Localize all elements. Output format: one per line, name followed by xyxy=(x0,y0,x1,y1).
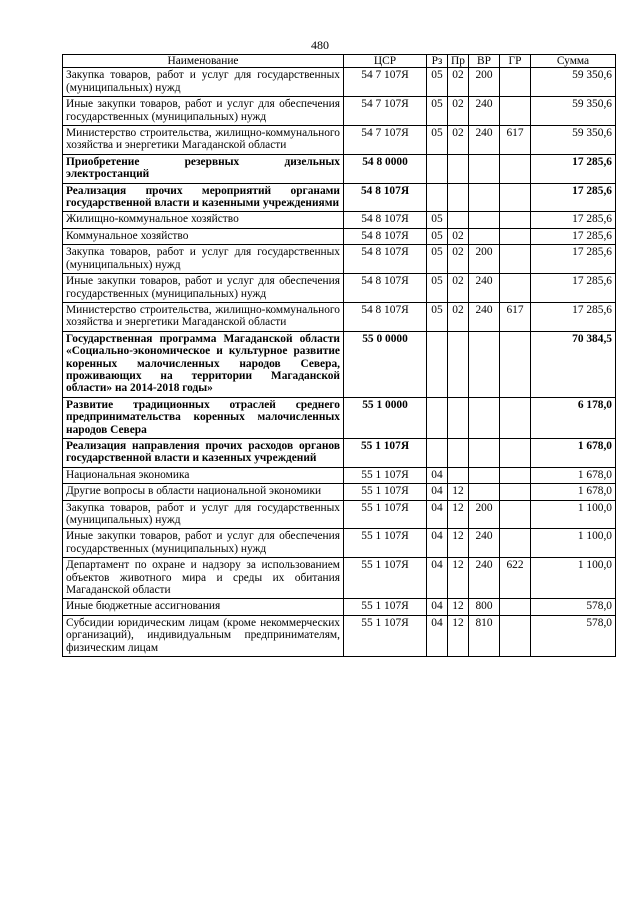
row-name: Иные закупки товаров, работ и услуг для обеспечения государственных (муниципальных) нужд xyxy=(63,274,344,303)
row-csr: 55 1 107Я xyxy=(344,484,427,500)
row-rz: 05 xyxy=(427,68,448,97)
row-vr xyxy=(469,228,500,244)
header-gr: ГР xyxy=(500,55,531,68)
row-csr: 55 1 107Я xyxy=(344,467,427,483)
table-row xyxy=(63,228,616,244)
row-sum: 1 100,0 xyxy=(531,558,616,599)
table-row xyxy=(63,599,616,615)
row-rz: 05 xyxy=(427,97,448,126)
table-row xyxy=(63,615,616,656)
header-csr: ЦСР xyxy=(344,55,427,68)
row-vr: 240 xyxy=(469,97,500,126)
row-csr: 54 8 107Я xyxy=(344,228,427,244)
row-gr xyxy=(500,467,531,483)
row-sum: 6 178,0 xyxy=(531,397,616,438)
row-gr: 617 xyxy=(500,126,531,155)
row-csr: 54 8 107Я xyxy=(344,274,427,303)
row-name: Жилищно-коммунальное хозяйство xyxy=(63,212,344,228)
row-vr: 240 xyxy=(469,302,500,331)
row-gr xyxy=(500,438,531,467)
row-vr: 200 xyxy=(469,68,500,97)
row-vr: 240 xyxy=(469,274,500,303)
row-gr: 617 xyxy=(500,302,531,331)
row-gr xyxy=(500,212,531,228)
row-pr: 02 xyxy=(448,68,469,97)
table-row xyxy=(63,558,616,599)
header-pr: Пр xyxy=(448,55,469,68)
row-vr xyxy=(469,212,500,228)
row-pr xyxy=(448,397,469,438)
row-rz: 04 xyxy=(427,558,448,599)
row-vr xyxy=(469,438,500,467)
row-name: Министерство строительства, жилищно-коммунального хозяйства и энергетики Магаданской области xyxy=(63,302,344,331)
row-sum: 17 285,6 xyxy=(531,302,616,331)
row-gr xyxy=(500,183,531,212)
table-row xyxy=(63,438,616,467)
row-name: Иные закупки товаров, работ и услуг для обеспечения государственных (муниципальных) нужд xyxy=(63,97,344,126)
row-rz xyxy=(427,397,448,438)
table-row xyxy=(63,467,616,483)
row-vr xyxy=(469,467,500,483)
row-gr xyxy=(500,500,531,529)
row-sum: 17 285,6 xyxy=(531,228,616,244)
header-vr: ВР xyxy=(469,55,500,68)
row-rz xyxy=(427,183,448,212)
row-sum: 1 678,0 xyxy=(531,438,616,467)
row-csr: 55 1 107Я xyxy=(344,599,427,615)
row-vr: 200 xyxy=(469,500,500,529)
row-csr: 54 7 107Я xyxy=(344,97,427,126)
row-rz: 05 xyxy=(427,302,448,331)
page-number: 480 xyxy=(311,38,329,52)
header-name: Наименование xyxy=(63,55,344,68)
row-name: Реализация прочих мероприятий органами государственной власти и казенными учреждениями xyxy=(63,183,344,212)
row-rz: 05 xyxy=(427,126,448,155)
row-gr: 622 xyxy=(500,558,531,599)
row-csr: 54 8 0000 xyxy=(344,154,427,183)
row-csr: 54 7 107Я xyxy=(344,126,427,155)
row-vr xyxy=(469,397,500,438)
table-row xyxy=(63,500,616,529)
row-name: Национальная экономика xyxy=(63,467,344,483)
row-csr: 54 8 107Я xyxy=(344,302,427,331)
row-vr: 240 xyxy=(469,126,500,155)
row-name: Другие вопросы в области национальной экономики xyxy=(63,484,344,500)
row-rz xyxy=(427,154,448,183)
row-sum: 1 678,0 xyxy=(531,467,616,483)
row-rz: 05 xyxy=(427,245,448,274)
row-rz: 04 xyxy=(427,500,448,529)
row-gr xyxy=(500,228,531,244)
row-csr: 55 1 107Я xyxy=(344,500,427,529)
row-csr: 55 1 107Я xyxy=(344,529,427,558)
row-csr: 55 1 0000 xyxy=(344,397,427,438)
row-rz xyxy=(427,438,448,467)
row-pr xyxy=(448,438,469,467)
row-csr: 55 0 0000 xyxy=(344,331,427,397)
row-rz: 04 xyxy=(427,599,448,615)
row-sum: 59 350,6 xyxy=(531,97,616,126)
row-pr: 02 xyxy=(448,126,469,155)
row-rz xyxy=(427,331,448,397)
table-row xyxy=(63,484,616,500)
row-pr: 02 xyxy=(448,274,469,303)
row-name: Департамент по охране и надзору за использованием объектов животного мира и среды их обитания Магаданской области xyxy=(63,558,344,599)
row-sum: 1 100,0 xyxy=(531,529,616,558)
row-csr: 55 1 107Я xyxy=(344,438,427,467)
budget-table xyxy=(62,54,616,657)
row-gr xyxy=(500,274,531,303)
row-name: Коммунальное хозяйство xyxy=(63,228,344,244)
row-csr: 54 7 107Я xyxy=(344,68,427,97)
row-csr: 54 8 107Я xyxy=(344,183,427,212)
row-pr xyxy=(448,467,469,483)
row-sum: 1 678,0 xyxy=(531,484,616,500)
table-row xyxy=(63,97,616,126)
row-sum: 17 285,6 xyxy=(531,274,616,303)
row-rz: 05 xyxy=(427,212,448,228)
row-sum: 17 285,6 xyxy=(531,154,616,183)
row-gr xyxy=(500,599,531,615)
table-row xyxy=(63,331,616,397)
row-pr: 12 xyxy=(448,529,469,558)
row-pr: 02 xyxy=(448,97,469,126)
row-vr xyxy=(469,154,500,183)
table-header xyxy=(63,55,616,68)
row-pr xyxy=(448,154,469,183)
table-row xyxy=(63,68,616,97)
row-pr: 02 xyxy=(448,228,469,244)
row-sum: 17 285,6 xyxy=(531,245,616,274)
row-pr: 12 xyxy=(448,599,469,615)
row-vr xyxy=(469,183,500,212)
row-name: Государственная программа Магаданской области «Социально-экономическое и культурное развитие коренных малочисленных народов Севера, проживающих на территории Магаданской области» на 2014-2018 годы» xyxy=(63,331,344,397)
row-gr xyxy=(500,154,531,183)
row-vr: 240 xyxy=(469,558,500,599)
row-csr: 55 1 107Я xyxy=(344,615,427,656)
row-pr: 12 xyxy=(448,500,469,529)
row-sum: 59 350,6 xyxy=(531,68,616,97)
row-rz: 04 xyxy=(427,484,448,500)
row-gr xyxy=(500,615,531,656)
row-gr xyxy=(500,245,531,274)
row-pr: 12 xyxy=(448,558,469,599)
row-sum: 17 285,6 xyxy=(531,183,616,212)
row-sum: 1 100,0 xyxy=(531,500,616,529)
row-name: Реализация направления прочих расходов органов государственной власти и казенных учреждений xyxy=(63,438,344,467)
row-vr: 800 xyxy=(469,599,500,615)
row-name: Приобретение резервных дизельных электростанций xyxy=(63,154,344,183)
row-name: Закупка товаров, работ и услуг для государственных (муниципальных) нужд xyxy=(63,245,344,274)
row-gr xyxy=(500,397,531,438)
row-vr: 200 xyxy=(469,245,500,274)
row-vr xyxy=(469,484,500,500)
row-csr: 54 8 107Я xyxy=(344,245,427,274)
row-name: Субсидии юридическим лицам (кроме некоммерческих организаций), индивидуальным предпринимателям, физическим лицам xyxy=(63,615,344,656)
row-sum: 70 384,5 xyxy=(531,331,616,397)
header-rz: Рз xyxy=(427,55,448,68)
table-row xyxy=(63,183,616,212)
row-rz: 04 xyxy=(427,615,448,656)
table-row xyxy=(63,245,616,274)
table-row xyxy=(63,397,616,438)
table-row xyxy=(63,274,616,303)
row-name: Закупка товаров, работ и услуг для государственных (муниципальных) нужд xyxy=(63,500,344,529)
table-row xyxy=(63,126,616,155)
row-name: Иные бюджетные ассигнования xyxy=(63,599,344,615)
row-gr xyxy=(500,68,531,97)
row-gr xyxy=(500,484,531,500)
row-name: Министерство строительства, жилищно-коммунального хозяйства и энергетики Магаданской области xyxy=(63,126,344,155)
row-pr xyxy=(448,212,469,228)
row-pr: 12 xyxy=(448,615,469,656)
table-row xyxy=(63,529,616,558)
row-vr: 810 xyxy=(469,615,500,656)
row-sum: 578,0 xyxy=(531,599,616,615)
row-csr: 54 8 107Я xyxy=(344,212,427,228)
row-pr xyxy=(448,183,469,212)
header-sum: Сумма xyxy=(531,55,616,68)
header-row xyxy=(63,55,616,68)
row-sum: 17 285,6 xyxy=(531,212,616,228)
table-row xyxy=(63,212,616,228)
row-sum: 578,0 xyxy=(531,615,616,656)
row-pr: 12 xyxy=(448,484,469,500)
row-sum: 59 350,6 xyxy=(531,126,616,155)
row-rz: 05 xyxy=(427,228,448,244)
row-name: Иные закупки товаров, работ и услуг для обеспечения государственных (муниципальных) нужд xyxy=(63,529,344,558)
row-vr xyxy=(469,331,500,397)
row-name: Развитие традиционных отраслей среднего предпринимательства коренных малочисленных народов Севера xyxy=(63,397,344,438)
row-rz: 05 xyxy=(427,274,448,303)
row-gr xyxy=(500,331,531,397)
row-vr: 240 xyxy=(469,529,500,558)
row-rz: 04 xyxy=(427,467,448,483)
table-row xyxy=(63,154,616,183)
row-pr: 02 xyxy=(448,302,469,331)
row-gr xyxy=(500,529,531,558)
table-row xyxy=(63,302,616,331)
table-body xyxy=(63,68,616,657)
row-name: Закупка товаров, работ и услуг для государственных (муниципальных) нужд xyxy=(63,68,344,97)
row-rz: 04 xyxy=(427,529,448,558)
row-pr xyxy=(448,331,469,397)
row-csr: 55 1 107Я xyxy=(344,558,427,599)
row-pr: 02 xyxy=(448,245,469,274)
row-gr xyxy=(500,97,531,126)
